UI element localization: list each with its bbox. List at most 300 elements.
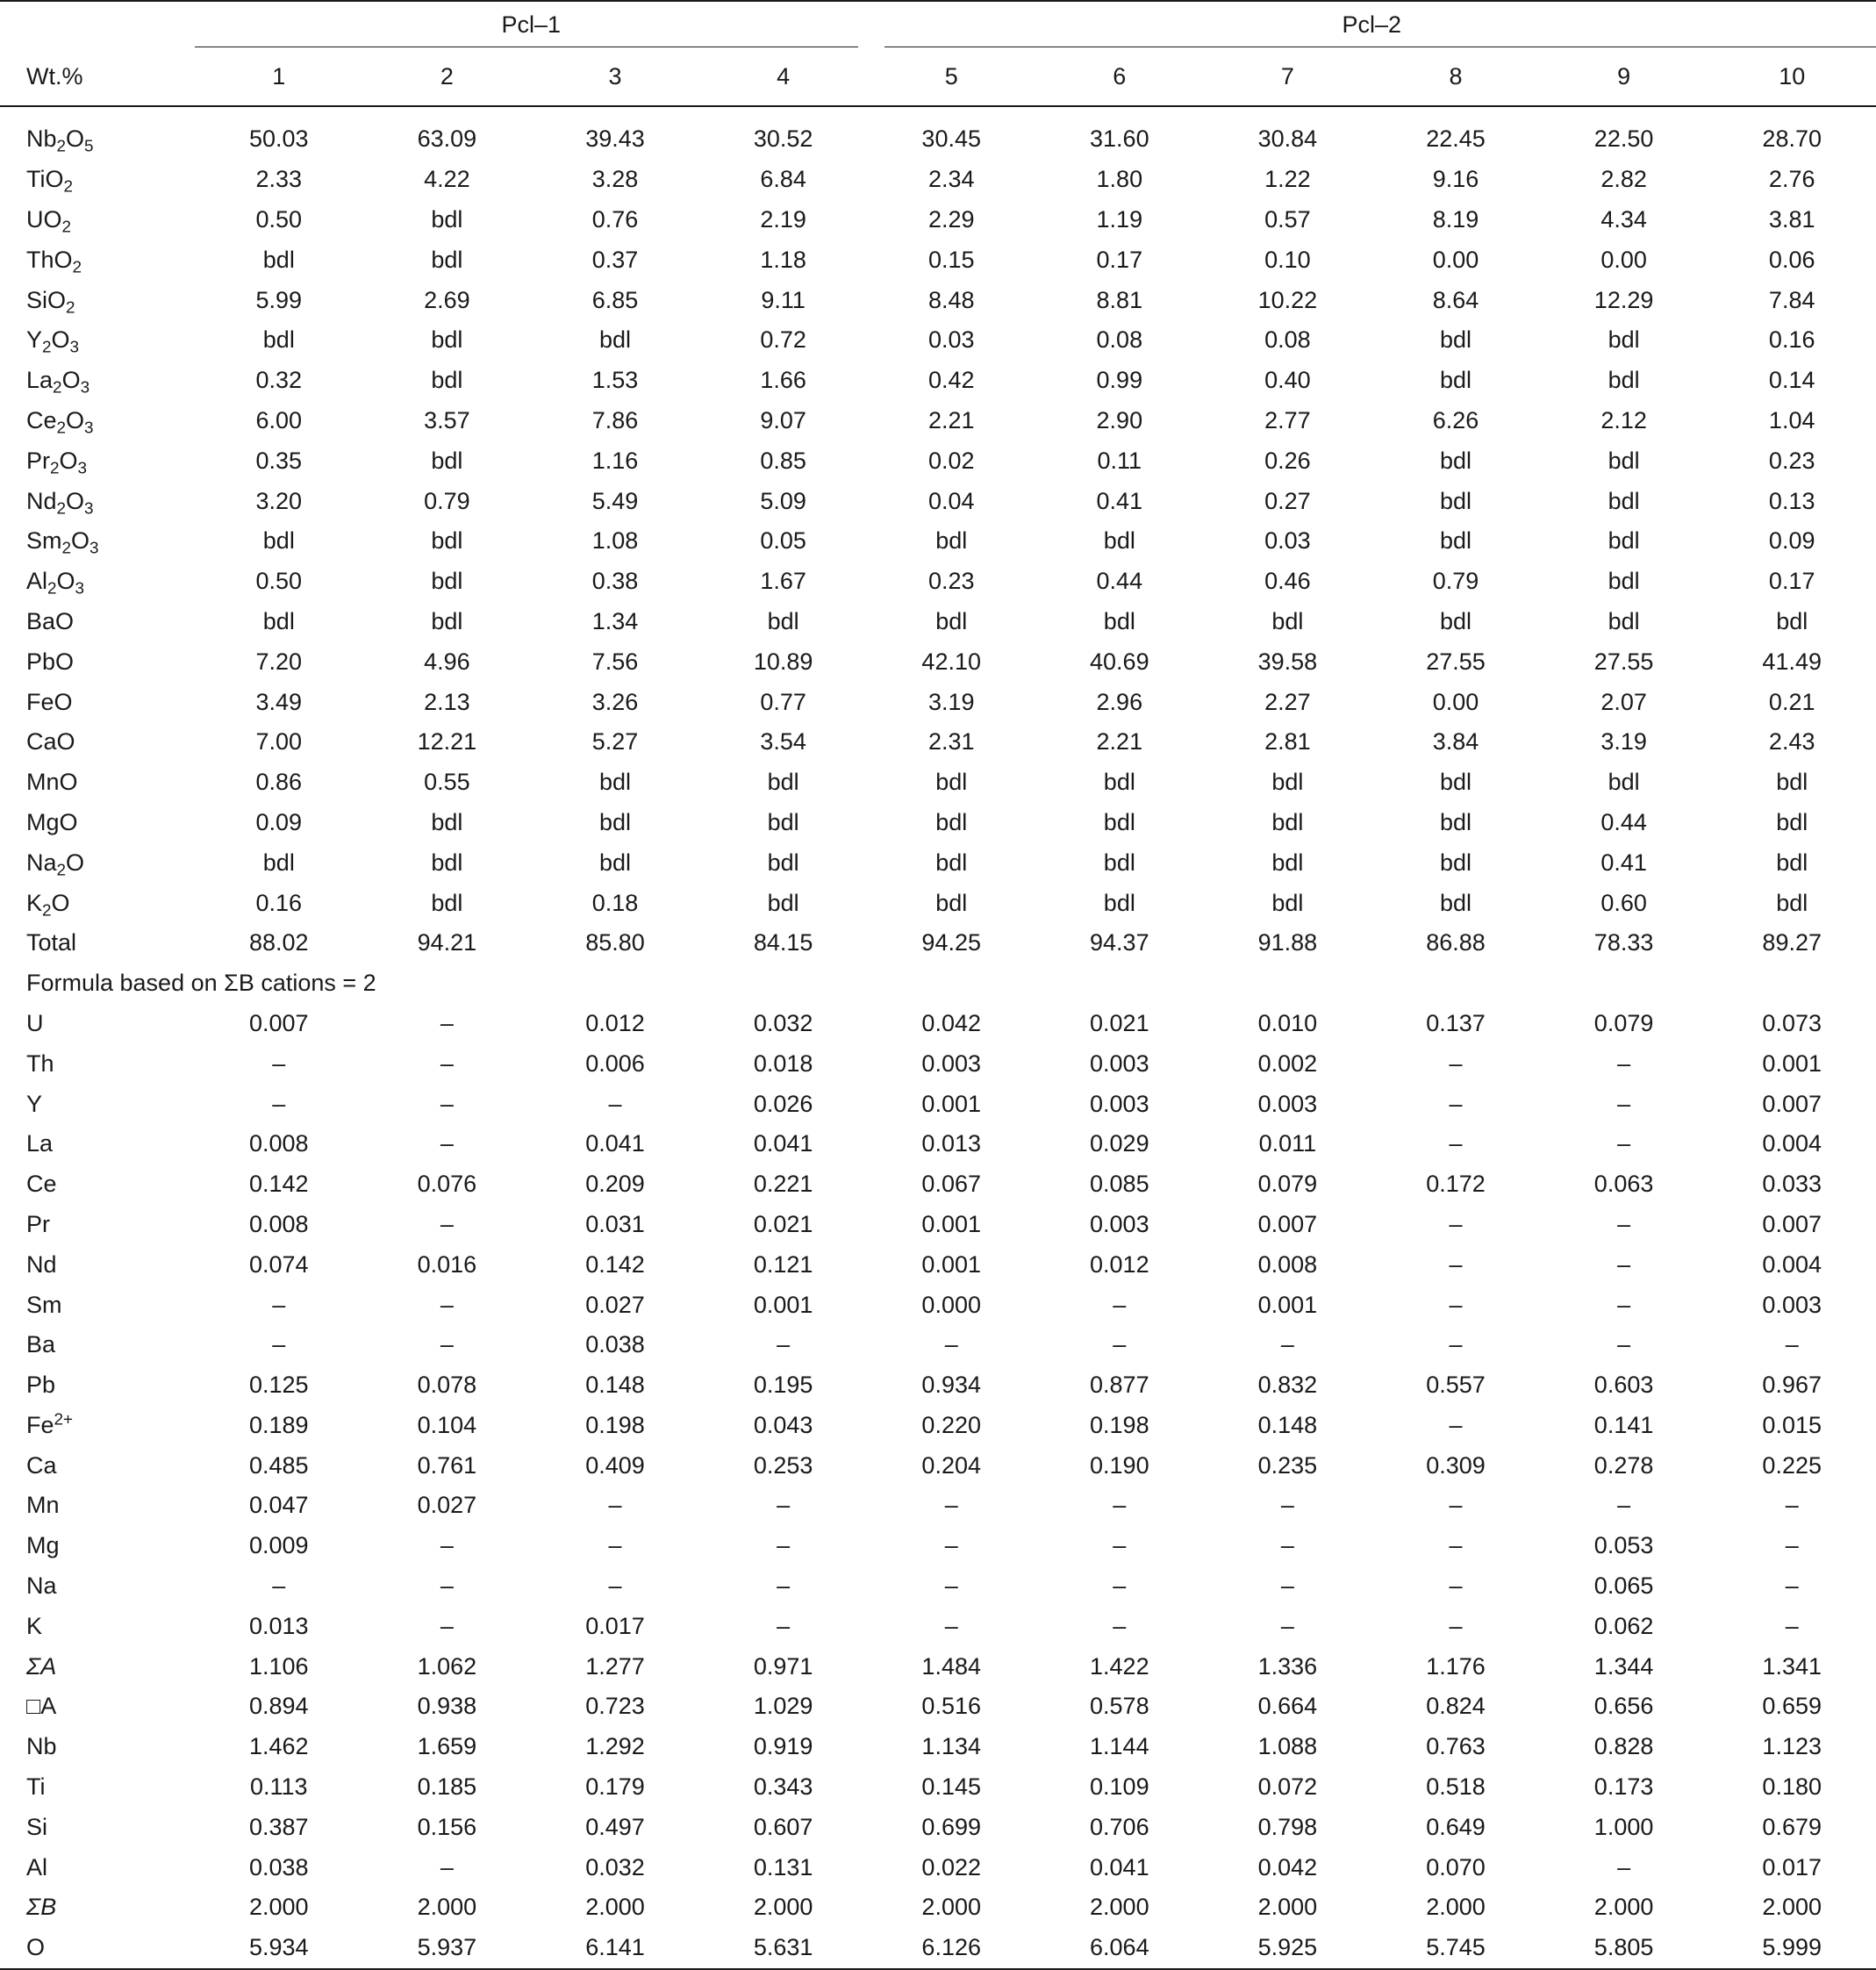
oxide-row [0, 320, 1876, 361]
table-cell: 0.003 [921, 1049, 981, 1077]
table-cell: 0.10 [1264, 246, 1311, 273]
table-cell: 0.971 [753, 1652, 813, 1680]
cation-label: U [26, 1009, 44, 1036]
formula-part: O [66, 406, 85, 433]
table-cell: 0.026 [753, 1090, 813, 1117]
table-cell: bdl [767, 808, 799, 835]
table-cell: 0.062 [1593, 1612, 1654, 1639]
table-cell: 0.053 [1593, 1532, 1654, 1559]
formula-part: SiO [26, 286, 67, 313]
table-cell: 0.41 [1600, 849, 1647, 876]
table-cell: 0.409 [585, 1451, 645, 1479]
table-cell: 10.22 [1257, 286, 1318, 313]
table-cell: 9.07 [760, 406, 806, 433]
table-cell: 0.44 [1600, 808, 1647, 835]
table-cell: bdl [1439, 527, 1472, 555]
cation-row [0, 1767, 1876, 1808]
subscript: 2 [56, 499, 67, 519]
table-cell: 40.69 [1090, 648, 1149, 675]
table-cell: 2.000 [1762, 1894, 1822, 1921]
cation-row [0, 1043, 1876, 1084]
table-cell: 0.079 [1257, 1171, 1318, 1198]
table-cell: 0.198 [585, 1411, 645, 1438]
formula-part: O [66, 125, 85, 153]
table-cell: bdl [1439, 487, 1472, 514]
table-cell: 0.042 [1257, 1853, 1318, 1880]
table-cell: – [1113, 1532, 1127, 1559]
table-cell: – [944, 1612, 958, 1639]
table-cell: bdl [1103, 527, 1135, 555]
subscript: 3 [84, 419, 94, 438]
row-label [0, 722, 195, 763]
column-header: 6 [1035, 47, 1204, 106]
formula-part: PbO [26, 648, 75, 675]
table-cell: 12.21 [417, 728, 477, 756]
column-header: 1 [195, 47, 363, 106]
table-cell: 0.278 [1593, 1451, 1654, 1479]
subscript: 2 [61, 218, 72, 237]
oxide-row [0, 521, 1876, 562]
table-cell: bdl [1271, 607, 1304, 634]
table-cell: 0.38 [591, 568, 639, 595]
table-cell: 0.60 [1600, 889, 1647, 916]
table-cell: 0.40 [1264, 367, 1311, 394]
table-cell: – [1785, 1612, 1799, 1639]
table-cell: 0.50 [255, 205, 303, 233]
table-cell: 30.52 [753, 125, 813, 153]
table-cell: 0.699 [921, 1813, 981, 1840]
table-cell: 0.131 [753, 1853, 813, 1880]
table-cell: 7.20 [255, 648, 303, 675]
table-cell: 2.31 [927, 728, 975, 756]
row-label [0, 1767, 195, 1808]
table-cell: 8.64 [1432, 286, 1479, 313]
table-cell: 0.44 [1096, 568, 1143, 595]
table-cell: 0.225 [1762, 1451, 1822, 1479]
table-cell: 0.109 [1090, 1773, 1149, 1801]
table-cell: 0.16 [1768, 326, 1815, 354]
table-cell: 0.179 [585, 1773, 645, 1801]
table-cell: – [1113, 1572, 1127, 1600]
table-cell: bdl [935, 527, 968, 555]
table-cell: 0.824 [1426, 1693, 1486, 1720]
table-cell: – [1617, 1130, 1631, 1157]
table-cell: 0.938 [417, 1693, 477, 1720]
formula-part: Ce [26, 406, 57, 433]
table-cell: 0.967 [1762, 1372, 1822, 1399]
table-cell: – [1785, 1532, 1799, 1559]
table-cell: – [440, 1049, 454, 1077]
table-cell: 27.55 [1593, 648, 1654, 675]
table-cell: 30.84 [1257, 125, 1318, 153]
row-label [0, 1526, 195, 1566]
table-cell: – [272, 1331, 286, 1358]
table-cell: 0.204 [921, 1451, 981, 1479]
table-cell: 0.17 [1768, 568, 1815, 595]
row-label [0, 763, 195, 803]
table-cell: 1.176 [1426, 1652, 1486, 1680]
oxide-row [0, 106, 1876, 160]
oxide-row [0, 441, 1876, 481]
table-cell: – [440, 1291, 454, 1318]
table-cell: 0.003 [1762, 1291, 1822, 1318]
cation-label: Fe [26, 1411, 54, 1438]
table-cell: 1.292 [585, 1733, 645, 1760]
subscript: 2 [53, 378, 62, 398]
formula-part: Al [26, 568, 48, 595]
cation-label: Y [26, 1090, 43, 1117]
table-cell: – [440, 1532, 454, 1559]
table-cell: – [608, 1492, 622, 1519]
oxide-row [0, 160, 1876, 200]
table-cell: 3.20 [255, 487, 303, 514]
cation-row [0, 1406, 1876, 1446]
subscript: 2 [72, 258, 82, 277]
row-label [0, 1043, 195, 1084]
table-cell: 0.003 [1257, 1090, 1318, 1117]
table-cell: bdl [431, 808, 463, 835]
table-cell: 7.00 [255, 728, 303, 756]
table-cell: – [1449, 1049, 1463, 1077]
table-cell: 2.000 [753, 1894, 813, 1921]
table-cell: 0.073 [1762, 1009, 1822, 1036]
table-cell: 0.04 [927, 487, 975, 514]
row-label [0, 1325, 195, 1365]
table-cell: bdl [935, 849, 968, 876]
table-cell: 94.25 [921, 929, 981, 956]
table-cell: bdl [598, 769, 631, 796]
table-cell: 1.277 [585, 1652, 645, 1680]
cation-row [0, 1244, 1876, 1285]
table-cell: 0.190 [1090, 1451, 1149, 1479]
table-cell: 0.007 [1257, 1210, 1318, 1237]
table-cell: 0.078 [417, 1372, 477, 1399]
subscript: 5 [84, 138, 94, 157]
formula-part: ThO [26, 246, 73, 273]
table-cell: 0.659 [1762, 1693, 1822, 1720]
table-cell: – [1617, 1291, 1631, 1318]
oxide-row [0, 401, 1876, 441]
subscript: 3 [90, 540, 99, 559]
row-label [0, 106, 195, 160]
table-cell: – [272, 1291, 286, 1318]
row-label [0, 441, 195, 481]
subscript: 3 [69, 339, 80, 358]
table-cell: – [1449, 1612, 1463, 1639]
table-cell: 0.08 [1264, 326, 1311, 354]
group-header-row [0, 1, 1876, 47]
cation-row [0, 1486, 1876, 1526]
table-cell: 0.001 [1762, 1049, 1822, 1077]
table-cell: 0.032 [585, 1853, 645, 1880]
table-cell: – [1280, 1612, 1294, 1639]
table-cell: 0.99 [1096, 367, 1143, 394]
formula-part: Nd [26, 487, 57, 514]
table-cell: 0.497 [585, 1813, 645, 1840]
table-cell: 5.99 [255, 286, 303, 313]
oxide-row [0, 481, 1876, 521]
table-cell: 0.08 [1096, 326, 1143, 354]
table-cell: 1.22 [1264, 166, 1311, 193]
cation-label: Ba [26, 1331, 56, 1358]
table-cell: 0.934 [921, 1372, 981, 1399]
table-cell: 0.008 [249, 1210, 309, 1237]
table-cell: 0.007 [1762, 1090, 1822, 1117]
formula-part: Na [26, 849, 57, 876]
table-cell: – [440, 1210, 454, 1237]
table-cell: 0.55 [424, 769, 470, 796]
table-cell: 5.937 [363, 1928, 532, 1969]
table-cell: 0.004 [1762, 1130, 1822, 1157]
table-cell: 0.516 [921, 1693, 981, 1720]
row-label [0, 200, 195, 240]
table-cell: 28.70 [1762, 125, 1822, 153]
cation-row [0, 1285, 1876, 1325]
table-cell: 0.142 [585, 1250, 645, 1278]
table-cell: 0.148 [1257, 1411, 1318, 1438]
cation-label: Nd [26, 1250, 57, 1278]
table-cell: 0.77 [760, 688, 806, 715]
table-cell: – [1617, 1090, 1631, 1117]
table-cell: 1.422 [1090, 1652, 1149, 1680]
table-cell: 9.16 [1432, 166, 1479, 193]
table-cell: 0.029 [1090, 1130, 1149, 1157]
table-cell: 4.22 [424, 166, 470, 193]
table-cell: 0.603 [1593, 1372, 1654, 1399]
table-cell: 1.19 [1096, 205, 1143, 233]
table-cell: bdl [1607, 487, 1640, 514]
superscript: 2+ [54, 1410, 74, 1429]
row-label [0, 1244, 195, 1285]
table-cell: 0.016 [417, 1250, 477, 1278]
table-cell: 63.09 [417, 125, 477, 153]
table-cell: bdl [431, 367, 463, 394]
table-cell: 0.012 [1090, 1250, 1149, 1278]
table-cell: 0.032 [753, 1009, 813, 1036]
table-cell: 0.001 [921, 1250, 981, 1278]
subscript: 3 [80, 378, 90, 398]
formula-part: La [26, 367, 54, 394]
table-cell: bdl [431, 246, 463, 273]
table-cell: 0.656 [1593, 1693, 1654, 1720]
table-cell: 0.027 [417, 1492, 477, 1519]
table-cell: bdl [431, 205, 463, 233]
table-body [0, 106, 1876, 1969]
cation-label: La [26, 1130, 54, 1157]
row-label [0, 1646, 195, 1687]
table-cell: – [1617, 1853, 1631, 1880]
table-cell: 3.84 [1432, 728, 1479, 756]
table-cell: 6.00 [255, 406, 303, 433]
table-cell: 1.144 [1090, 1733, 1149, 1760]
table-cell: 0.074 [249, 1250, 309, 1278]
table-cell: bdl [431, 447, 463, 474]
table-cell: 1.134 [921, 1733, 981, 1760]
table-cell: – [1449, 1331, 1463, 1358]
table-cell: 0.198 [1090, 1411, 1149, 1438]
table-cell: 3.26 [591, 688, 639, 715]
table-cell: bdl [1776, 849, 1808, 876]
row-label [0, 1205, 195, 1245]
table-cell: 3.54 [760, 728, 806, 756]
table-cell: 5.631 [699, 1928, 868, 1969]
table-cell: 0.57 [1264, 205, 1311, 233]
table-cell: – [1113, 1331, 1127, 1358]
subscript: 2 [50, 459, 60, 478]
cation-label: Ti [26, 1773, 46, 1801]
oxide-row [0, 883, 1876, 923]
table-cell: 0.001 [1257, 1291, 1318, 1318]
row-label [0, 1486, 195, 1526]
table-cell: 22.45 [1426, 125, 1486, 153]
table-cell: 0.13 [1768, 487, 1815, 514]
table-cell: 0.121 [753, 1250, 813, 1278]
table-cell: 0.002 [1257, 1049, 1318, 1077]
table-cell: – [1280, 1572, 1294, 1600]
table-cell: 7.56 [591, 648, 639, 675]
table-cell: bdl [1607, 769, 1640, 796]
cation-label: Al [26, 1853, 48, 1880]
table-cell: 0.195 [753, 1372, 813, 1399]
table-cell: – [944, 1532, 958, 1559]
cation-row [0, 1124, 1876, 1164]
table-cell: 0.485 [249, 1451, 309, 1479]
formula-part: O [56, 568, 75, 595]
formula-part: O [59, 447, 78, 474]
formula-part: Y [26, 326, 43, 354]
table-cell: 6.26 [1432, 406, 1479, 433]
table-cell: 0.221 [753, 1171, 813, 1198]
oxide-row [0, 641, 1876, 682]
table-cell: 0.065 [1593, 1572, 1654, 1600]
table-cell: 1.34 [591, 607, 639, 634]
table-cell: 0.42 [927, 367, 975, 394]
formula-basis-row [0, 964, 1876, 1004]
oxide-row [0, 562, 1876, 602]
table-cell: 3.57 [424, 406, 470, 433]
table-cell: 2.07 [1600, 688, 1647, 715]
table-cell: bdl [1271, 769, 1304, 796]
cation-row [0, 1004, 1876, 1044]
row-label [0, 1807, 195, 1847]
table-cell: 0.828 [1593, 1733, 1654, 1760]
table-cell: – [1449, 1130, 1463, 1157]
table-cell: – [1449, 1090, 1463, 1117]
oxide-row [0, 200, 1876, 240]
table-cell: bdl [1607, 568, 1640, 595]
table-cell: 50.03 [249, 125, 309, 153]
table-cell: 9.11 [761, 286, 806, 313]
table-cell: 0.21 [1768, 688, 1815, 715]
table-cell: 94.37 [1090, 929, 1149, 956]
table-cell: 0.220 [921, 1411, 981, 1438]
table-cell: 1.341 [1762, 1652, 1822, 1680]
table-cell: – [1113, 1291, 1127, 1318]
column-header: 3 [531, 47, 699, 106]
table-cell: 0.26 [1264, 447, 1311, 474]
table-cell: 22.50 [1593, 125, 1654, 153]
table-cell: bdl [262, 326, 295, 354]
table-cell: 85.80 [585, 929, 645, 956]
table-cell: bdl [1439, 607, 1472, 634]
table-cell: bdl [935, 889, 968, 916]
table-cell: 1.088 [1257, 1733, 1318, 1760]
oxide-row [0, 682, 1876, 722]
table-cell: 0.46 [1264, 568, 1311, 595]
table-cell: – [1449, 1291, 1463, 1318]
table-cell: 0.012 [585, 1009, 645, 1036]
table-cell: 1.80 [1096, 166, 1143, 193]
table-cell: 0.03 [927, 326, 975, 354]
table-cell: – [777, 1612, 791, 1639]
table-cell: 0.50 [255, 568, 303, 595]
table-cell: 0.761 [417, 1451, 477, 1479]
table-cell: – [1617, 1210, 1631, 1237]
table-cell: – [777, 1492, 791, 1519]
table-cell: 2.33 [255, 166, 303, 193]
table-cell: – [1449, 1492, 1463, 1519]
table-cell: bdl [1607, 607, 1640, 634]
table-cell: – [1617, 1331, 1631, 1358]
subscript: 3 [77, 459, 88, 478]
row-label [0, 803, 195, 843]
table-cell: bdl [262, 607, 295, 634]
table-cell: 1.000 [1593, 1813, 1654, 1840]
row-label [0, 1285, 195, 1325]
table-cell: 1.18 [760, 246, 806, 273]
column-header-row [0, 47, 1876, 106]
row-label [0, 1566, 195, 1607]
table-cell: 1.53 [591, 367, 639, 394]
table-cell: 5.925 [1204, 1928, 1372, 1969]
table-cell: bdl [1103, 607, 1135, 634]
table-cell: – [1280, 1492, 1294, 1519]
table-cell: 0.021 [753, 1210, 813, 1237]
table-cell: 0.11 [1097, 447, 1142, 474]
formula-part: MnO [26, 769, 78, 796]
row-label [0, 361, 195, 401]
table-cell: 1.123 [1762, 1733, 1822, 1760]
table-cell: 0.104 [417, 1411, 477, 1438]
table-cell: 1.16 [591, 447, 639, 474]
table-cell: 0.664 [1257, 1693, 1318, 1720]
formula-part: O [66, 487, 85, 514]
row-label [0, 602, 195, 642]
table-cell: 0.006 [585, 1049, 645, 1077]
oxide-row [0, 722, 1876, 763]
table-cell: 0.085 [1090, 1171, 1149, 1198]
cation-label: O [26, 1934, 46, 1961]
cation-row [0, 1928, 1876, 1969]
table-cell: 4.96 [424, 648, 470, 675]
table-cell: – [1785, 1331, 1799, 1358]
table-cell: 2.000 [921, 1894, 981, 1921]
table-cell: 2.000 [417, 1894, 477, 1921]
cation-row [0, 1807, 1876, 1847]
group-label-pcl1 [195, 1, 867, 47]
table-cell: bdl [1439, 326, 1472, 354]
table-cell: 0.141 [1593, 1411, 1654, 1438]
table-cell: bdl [1271, 889, 1304, 916]
table-cell: – [1449, 1532, 1463, 1559]
table-cell: 89.27 [1762, 929, 1822, 956]
row-label [0, 562, 195, 602]
table-cell: 0.041 [1090, 1853, 1149, 1880]
table-cell: 8.81 [1096, 286, 1143, 313]
row-label [0, 320, 195, 361]
table-cell: 7.86 [591, 406, 639, 433]
table-cell: 0.607 [753, 1813, 813, 1840]
